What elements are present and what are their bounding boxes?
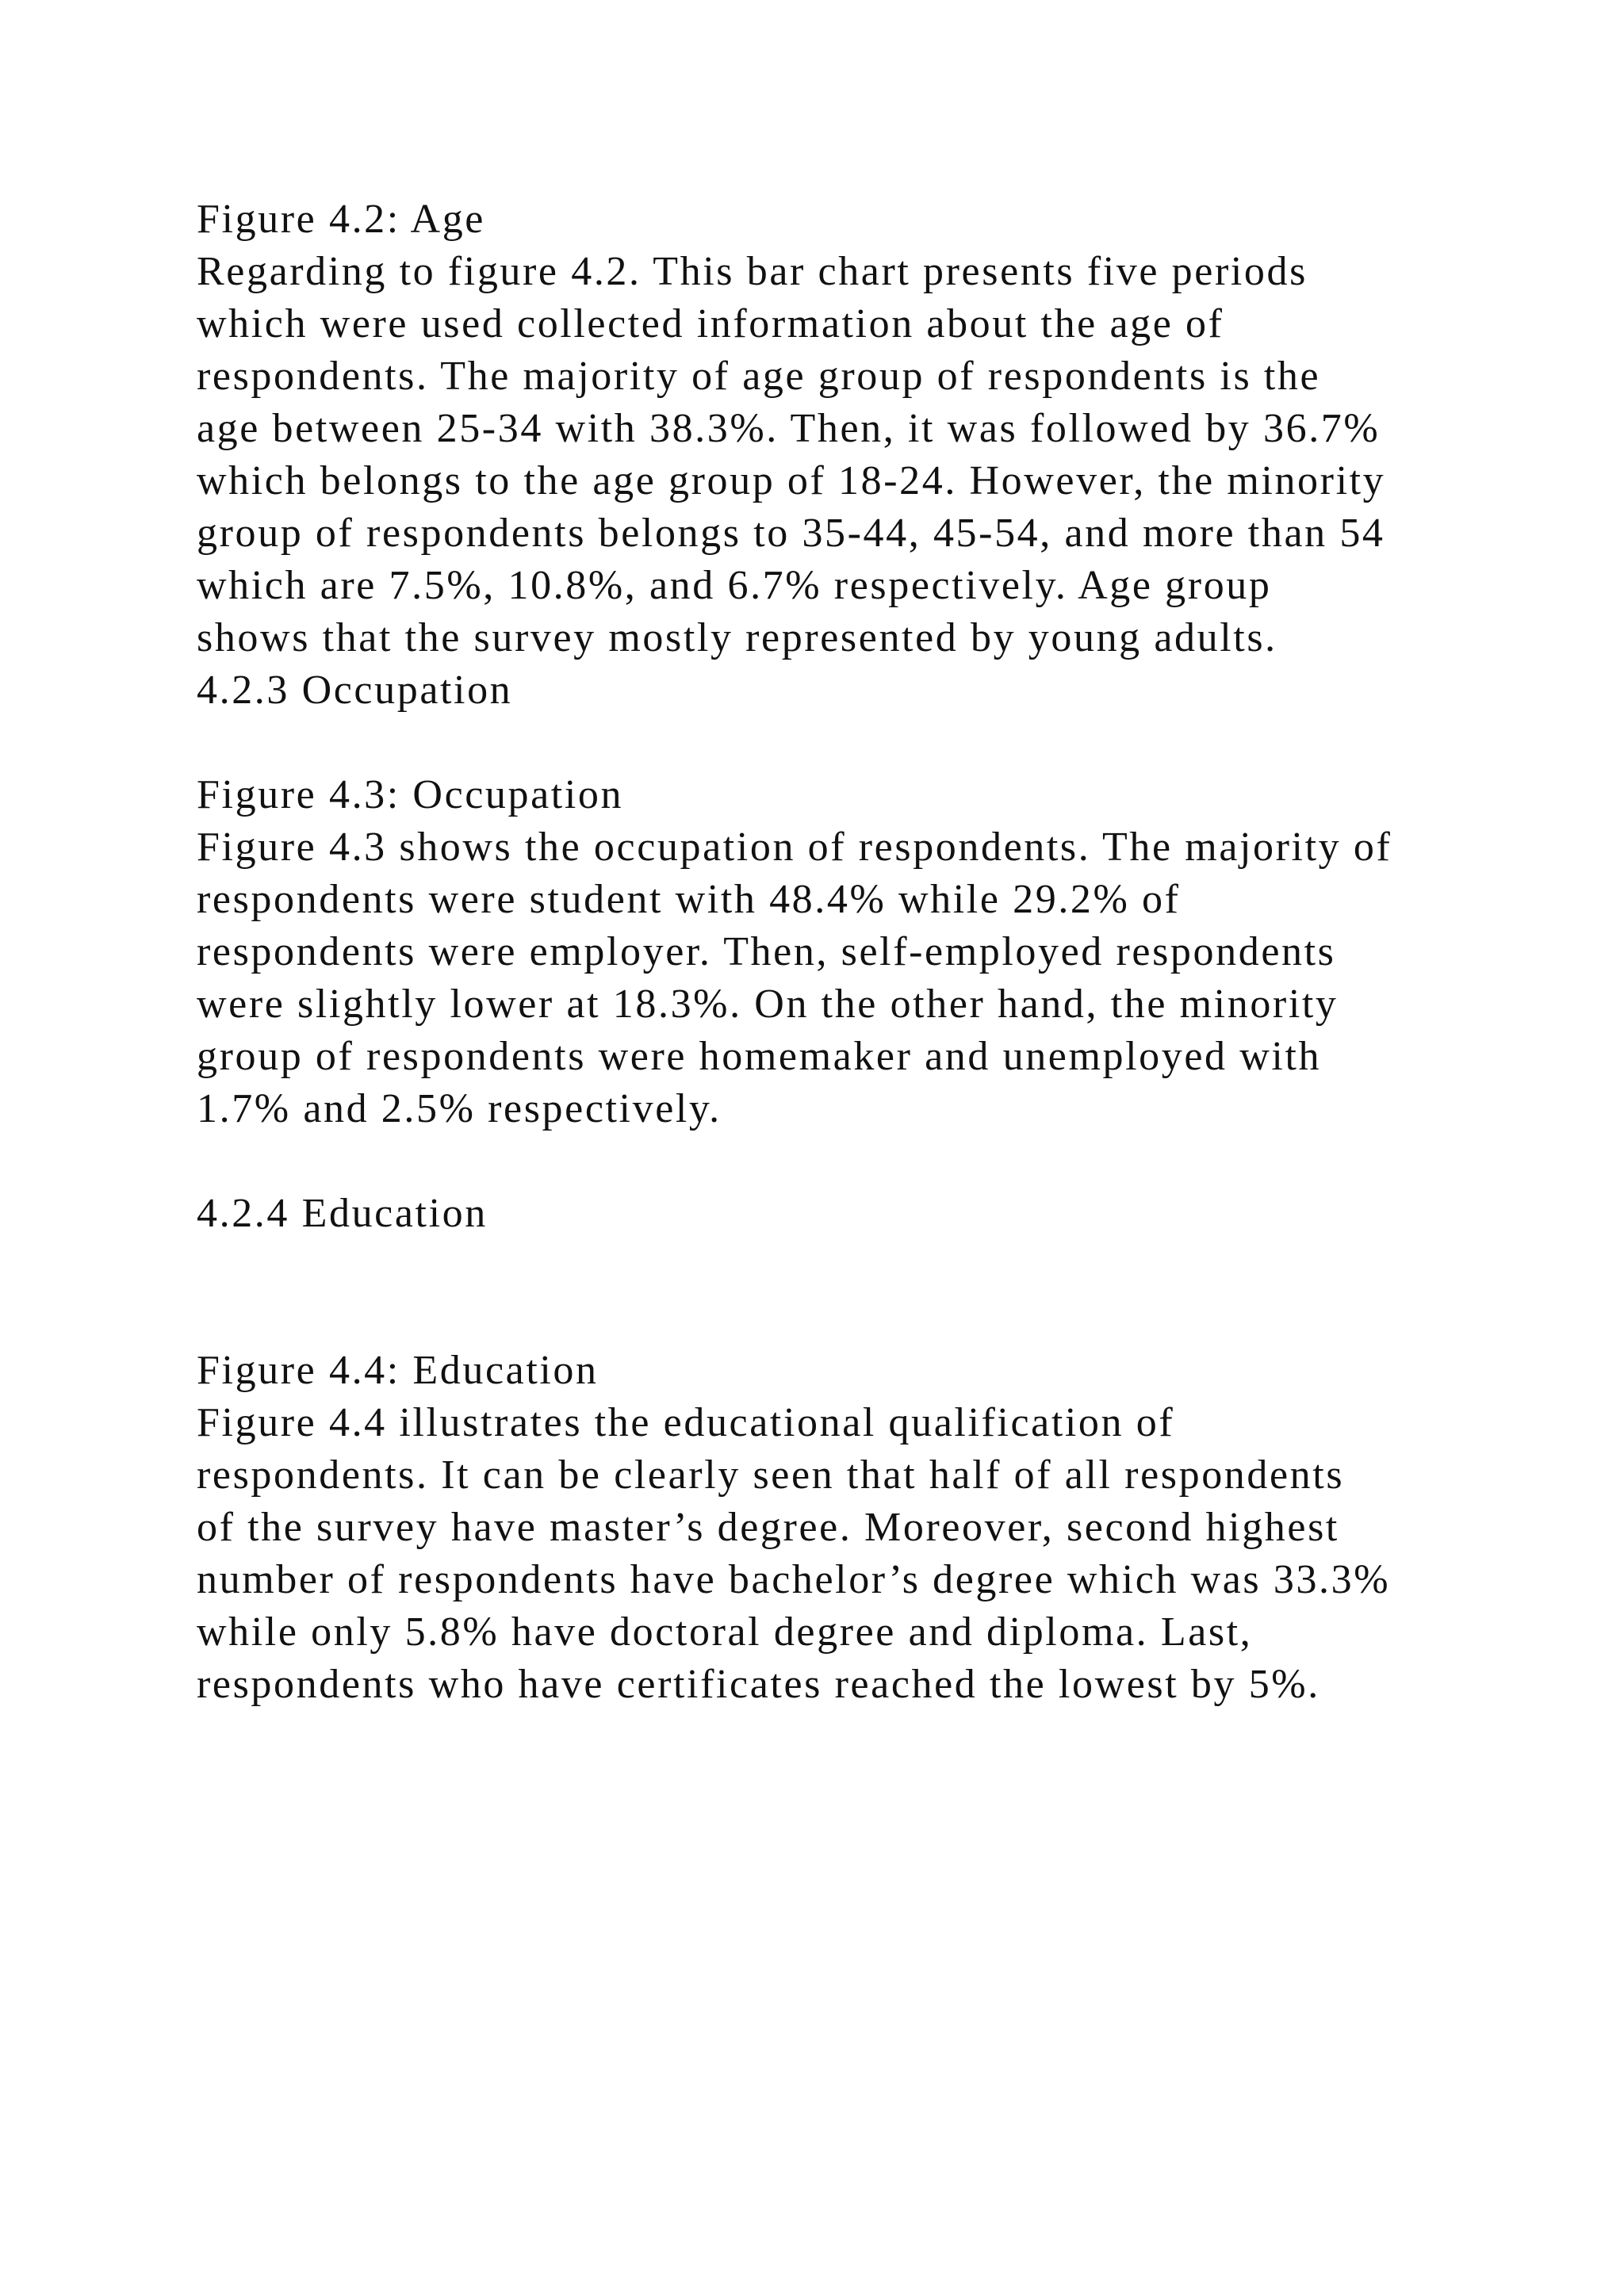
paragraph-line: respondents were student with 48.4% while 29.2% of [197,877,1181,922]
paragraph-line: Figure 4.4 illustrates the educational qualification of [197,1400,1175,1445]
paragraph-line: number of respondents have bachelor’s degree which was 33.3% [197,1557,1391,1602]
paragraph-line: of the survey have master’s degree. Moreover, second highest [197,1505,1339,1550]
paragraph-line: were slightly lower at 18.3%. On the other hand, the minority [197,982,1339,1027]
paragraph-line: age between 25-34 with 38.3%. Then, it was followed by 36.7% [197,406,1381,451]
paragraph-line: respondents were employer. Then, self-employed respondents [197,929,1336,974]
paragraph-line: which belongs to the age group of 18-24. However, the minority [197,458,1386,503]
document-page [197,193,1497,1711]
paragraph-line: respondents. The majority of age group of respondents is the [197,354,1321,399]
paragraph-line: group of respondents were homemaker and unemployed with [197,1034,1322,1079]
paragraph-line: which are 7.5%, 10.8%, and 6.7% respectively. Age group [197,563,1272,608]
paragraph-occupation [197,821,1497,1135]
paragraph-line: respondents who have certificates reached the lowest by 5%. [197,1662,1320,1707]
paragraph-line: shows that the survey mostly represented by young adults. [197,615,1277,660]
paragraph-line: 1.7% and 2.5% respectively. [197,1086,722,1131]
paragraph-line: while only 5.8% have doctoral degree and diploma. Last, [197,1609,1253,1655]
section-heading-occupation: 4.2.3 Occupation [197,668,513,713]
paragraph-line: Figure 4.3 shows the occupation of respondents. The majority of [197,825,1392,870]
paragraph-education [197,1397,1497,1711]
figure-caption-education: Figure 4.4: Education [197,1348,599,1393]
paragraph-age [197,246,1497,664]
paragraph-line: group of respondents belongs to 35-44, 45-54, and more than 54 [197,511,1385,556]
blank-space [197,1240,1497,1345]
figure-caption-age: Figure 4.2: Age [197,197,485,242]
blank-space [197,717,1497,769]
paragraph-line: respondents. It can be clearly seen that half of all respondents [197,1452,1345,1498]
section-heading-education: 4.2.4 Education [197,1191,488,1236]
paragraph-line: Regarding to figure 4.2. This bar chart presents five periods [197,249,1308,294]
paragraph-line: which were used collected information about the age of [197,301,1224,346]
blank-space [197,1135,1497,1188]
figure-caption-occupation: Figure 4.3: Occupation [197,772,624,817]
